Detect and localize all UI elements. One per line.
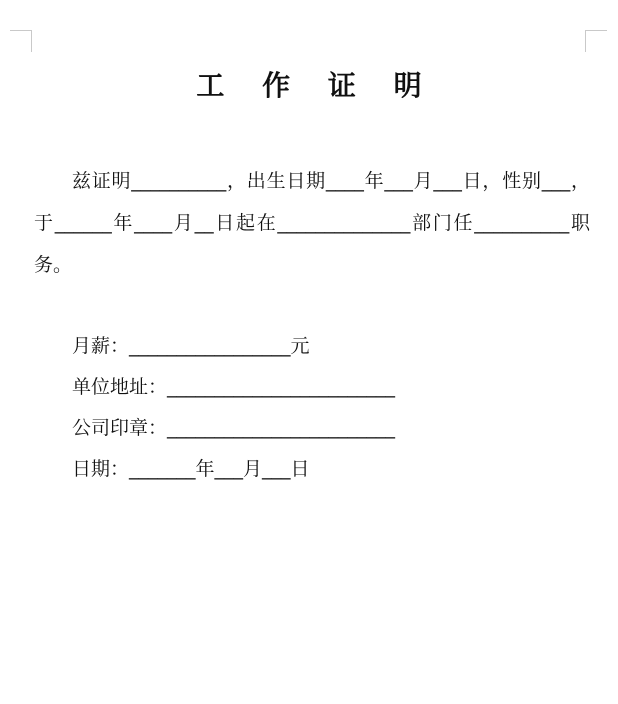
certificate-paragraph: 兹证明__________，出生日期____年___月___日，性别___，于______年____月__日起在______________部门任__________职务。 [34,170,590,276]
page-corner-mark-top-left [10,30,32,52]
page-corner-mark-top-right [585,30,607,52]
date-line: 日期：_______年___月___日 [72,458,310,480]
company-seal-line: 公司印章：________________________ [72,417,396,439]
company-address-line: 单位地址：________________________ [72,376,396,398]
document-title: 工 作 证 明 [196,69,436,102]
monthly-salary-line: 月薪：_________________元 [72,335,310,357]
